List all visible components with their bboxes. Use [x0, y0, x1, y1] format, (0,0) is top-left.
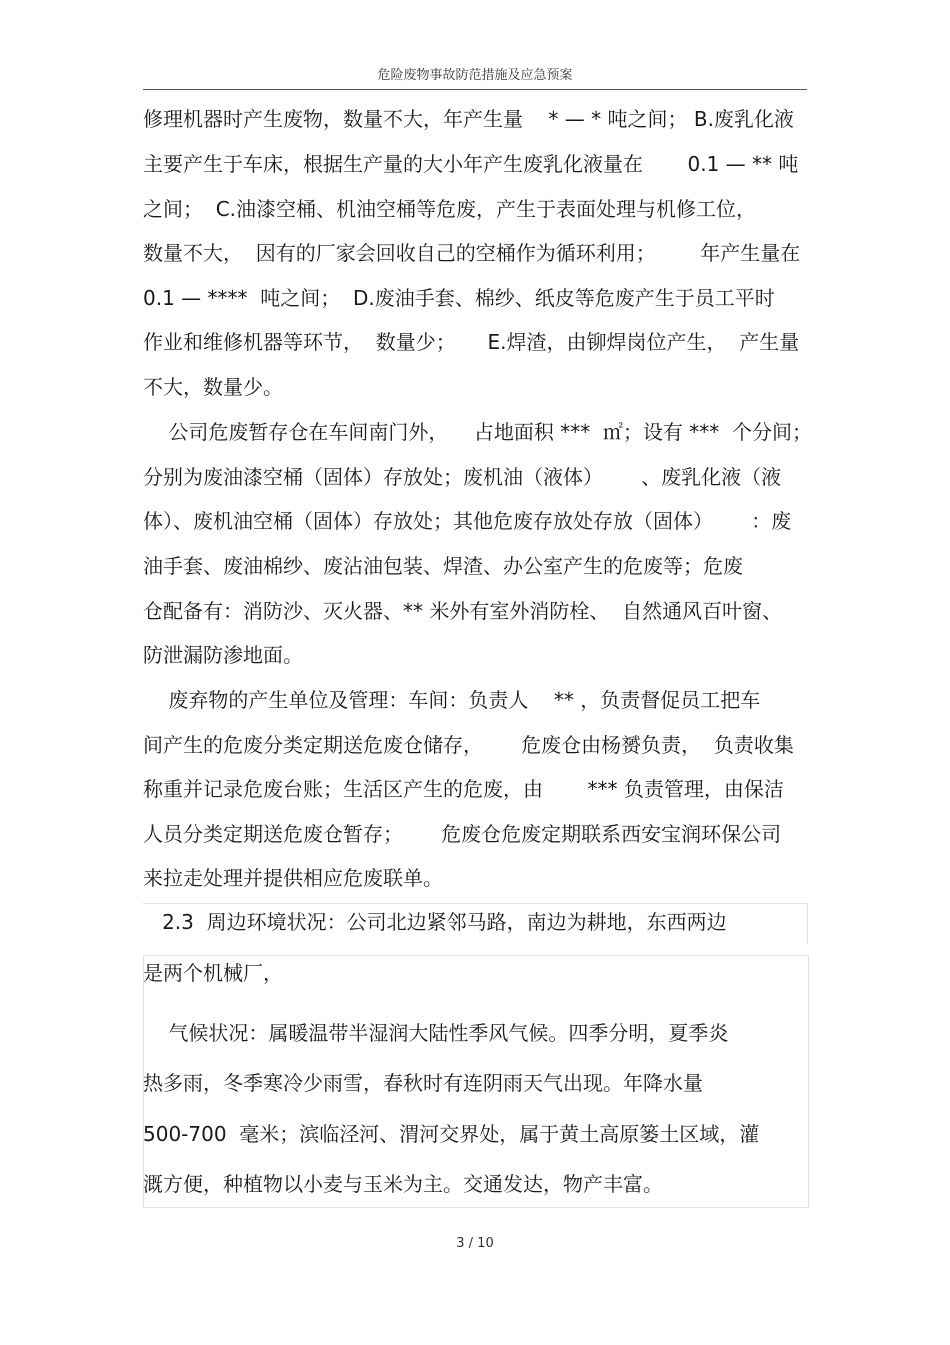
page-header-title: 危险废物事故防范措施及应急预案 [377, 68, 573, 83]
body-text-line: 来拉走处理并提供相应危废联单。 [143, 866, 443, 890]
body-text-line: 溉方便，种植物以小麦与玉米为主。交通发达，物产丰富。 [143, 1172, 663, 1196]
body-text-line: 体）、废机油空桶（固体）存放处；其他危废存放处存放（固体） ：废 [143, 509, 792, 533]
body-text-line: 数量不大， 因有的厂家会回收自己的空桶作为循环利用； 年产生量在 [143, 241, 801, 265]
body-text-line: 分别为废油漆空桶（固体）存放处；废机油（液体） 、废乳化液（液 [143, 465, 782, 489]
body-text-line: 0.1 — **** 吨之间； D.废油手套、棉纱、纸皮等危废产生于员工平时 [143, 286, 775, 310]
body-text-line: 主要产生于车床，根据生产量的大小年产生废乳化液量在 0.1 — ** 吨 [143, 152, 799, 176]
body-text-line: 是两个机械厂， [143, 961, 283, 985]
body-text-line: 之间； C.油漆空桶、机油空桶等危废，产生于表面处理与机修工位， [143, 197, 757, 221]
body-text-line: 防泄漏防渗地面。 [143, 643, 303, 667]
header-divider [143, 89, 807, 90]
body-text-line: 油手套、废油棉纱、废沾油包装、焊渣、办公室产生的危废等；危废 [143, 554, 743, 578]
body-text-line: 修理机器时产生废物，数量不大，年产生量 * — * 吨之间； B.废乳化液 [143, 107, 794, 131]
body-text-line: 人员分类定期送危废仓暂存； 危废仓危废定期联系西安宝润环保公司 [143, 822, 782, 846]
body-text-line: 不大，数量少。 [143, 375, 283, 399]
page-number: 3 / 10 [456, 1236, 494, 1251]
body-text-line: 热多雨，冬季寒冷少雨雪，春秋时有连阴雨天气出现。年降水量 [143, 1071, 703, 1095]
body-text-line: 500-700 毫米；滨临泾河、渭河交界处，属于黄土高原篓土区域，灌 [143, 1122, 760, 1146]
body-text-line: 间产生的危废分类定期送危废仓储存， 危废仓由杨赟负责， 负责收集 [143, 733, 794, 757]
body-text-line: 仓配备有：消防沙、灭火器、** 米外有室外消防栓、 自然通风百叶窗、 [143, 599, 783, 623]
body-text-line: 公司危废暂存仓在车间南门外， 占地面积 *** ㎡；设有 *** 个分间； [143, 420, 813, 444]
body-text-line: 称重并记录危废台账；生活区产生的危废，由 *** 负责管理，由保洁 [143, 777, 784, 801]
body-text-line: 气候状况：属暖温带半湿润大陆性季风气候。四季分明，夏季炎 [143, 1021, 729, 1045]
body-text-line: 废弃物的产生单位及管理：车间：负责人 ** ，负责督促员工把车 [143, 688, 761, 712]
section-heading-line: 2.3 周边环境状况：公司北边紧邻马路，南边为耕地，东西两边 [143, 910, 727, 934]
body-text-line: 作业和维修机器等环节， 数量少； E.焊渣，由铆焊岗位产生， 产生量 [143, 330, 800, 354]
